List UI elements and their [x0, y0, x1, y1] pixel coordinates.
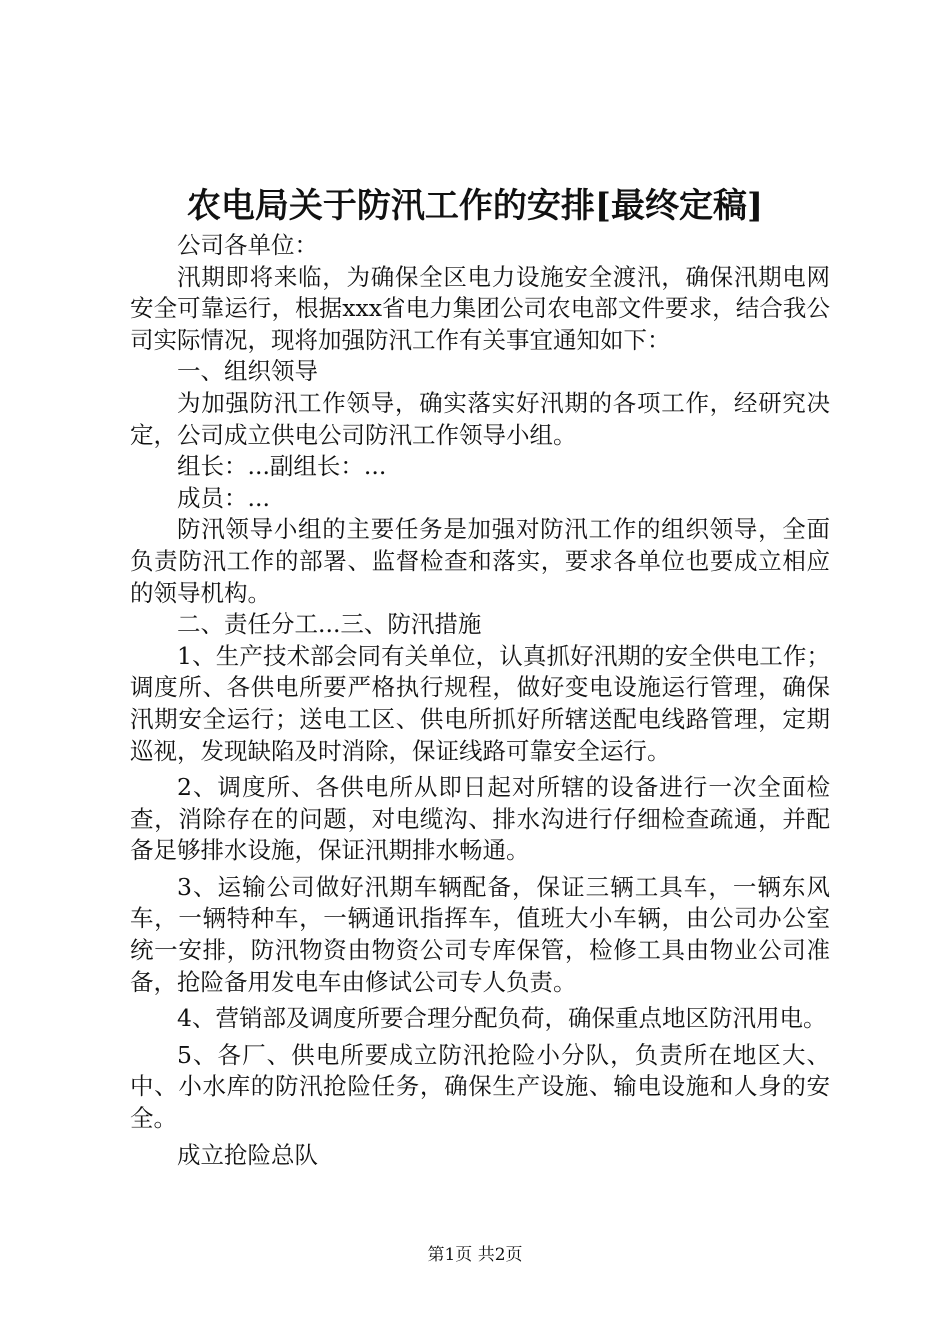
section-heading-organization: 一、组织领导 [177, 357, 318, 386]
paragraph-leadership-group: 为加强防汛工作领导，确实落实好汛期的各项工作，经研究决定，公司成立供电公司防汛工作领导小组。 [130, 388, 830, 449]
document-body [130, 230, 830, 1171]
measure-item-4: 4、营销部及调度所要合理分配负荷，确保重点地区防汛用电。 [177, 1004, 827, 1033]
measure-item-2: 2、调度所、各供电所从即日起对所辖的设备进行一次全面检查，消除存在的问题，对电缆沟、排水沟进行仔细检查疏通，并配备足够排水设施，保证汛期排水畅通。 [130, 773, 830, 865]
document-title: 农电局关于防汛工作的安排[最终定稿] [186, 186, 764, 226]
rescue-team-line: 成立抢险总队 [177, 1140, 318, 1169]
page-footer: 第1页 共2页 [427, 1245, 523, 1265]
salutation: 公司各单位： [177, 231, 318, 259]
intro-paragraph: 汛期即将来临，为确保全区电力设施安全渡汛，确保汛期电网安全可靠运行，根据xxx省电力集团公司农电部文件要求，结合我公司实际情况，现将加强防汛工作有关事宜通知如下： [130, 262, 830, 354]
measure-item-3: 3、运输公司做好汛期车辆配备，保证三辆工具车，一辆东风车，一辆特种车，一辆通讯指挥车，值班大小车辆，由公司办公室统一安排，防汛物资由物资公司专库保管，检修工具由物业公司准备，抢险备用发电车由修试公司专人负责。 [130, 872, 830, 996]
section-heading-responsibilities-measures: 二、责任分工...三、防汛措施 [177, 610, 482, 639]
group-members: 成员：... [177, 483, 270, 512]
measure-item-5: 5、各厂、供电所要成立防汛抢险小分队，负责所在地区大、中、小水库的防汛抢险任务，确保生产设施、输电设施和人身的安全。 [130, 1040, 830, 1133]
measure-item-1: 1、生产技术部会同有关单位，认真抓好汛期的安全供电工作；调度所、各供电所要严格执行规程，做好变电设施运行管理，确保汛期安全运行；送电工区、供电所抓好所辖送配电线路管理，定期巡视，发现缺陷及时消除，保证线路可靠安全运行。 [130, 641, 830, 765]
paragraph-main-tasks: 防汛领导小组的主要任务是加强对防汛工作的组织领导，全面负责防汛工作的部署、监督检查和落实，要求各单位也要成立相应的领导机构。 [130, 515, 830, 607]
group-leaders: 组长：...副组长：... [177, 452, 387, 481]
